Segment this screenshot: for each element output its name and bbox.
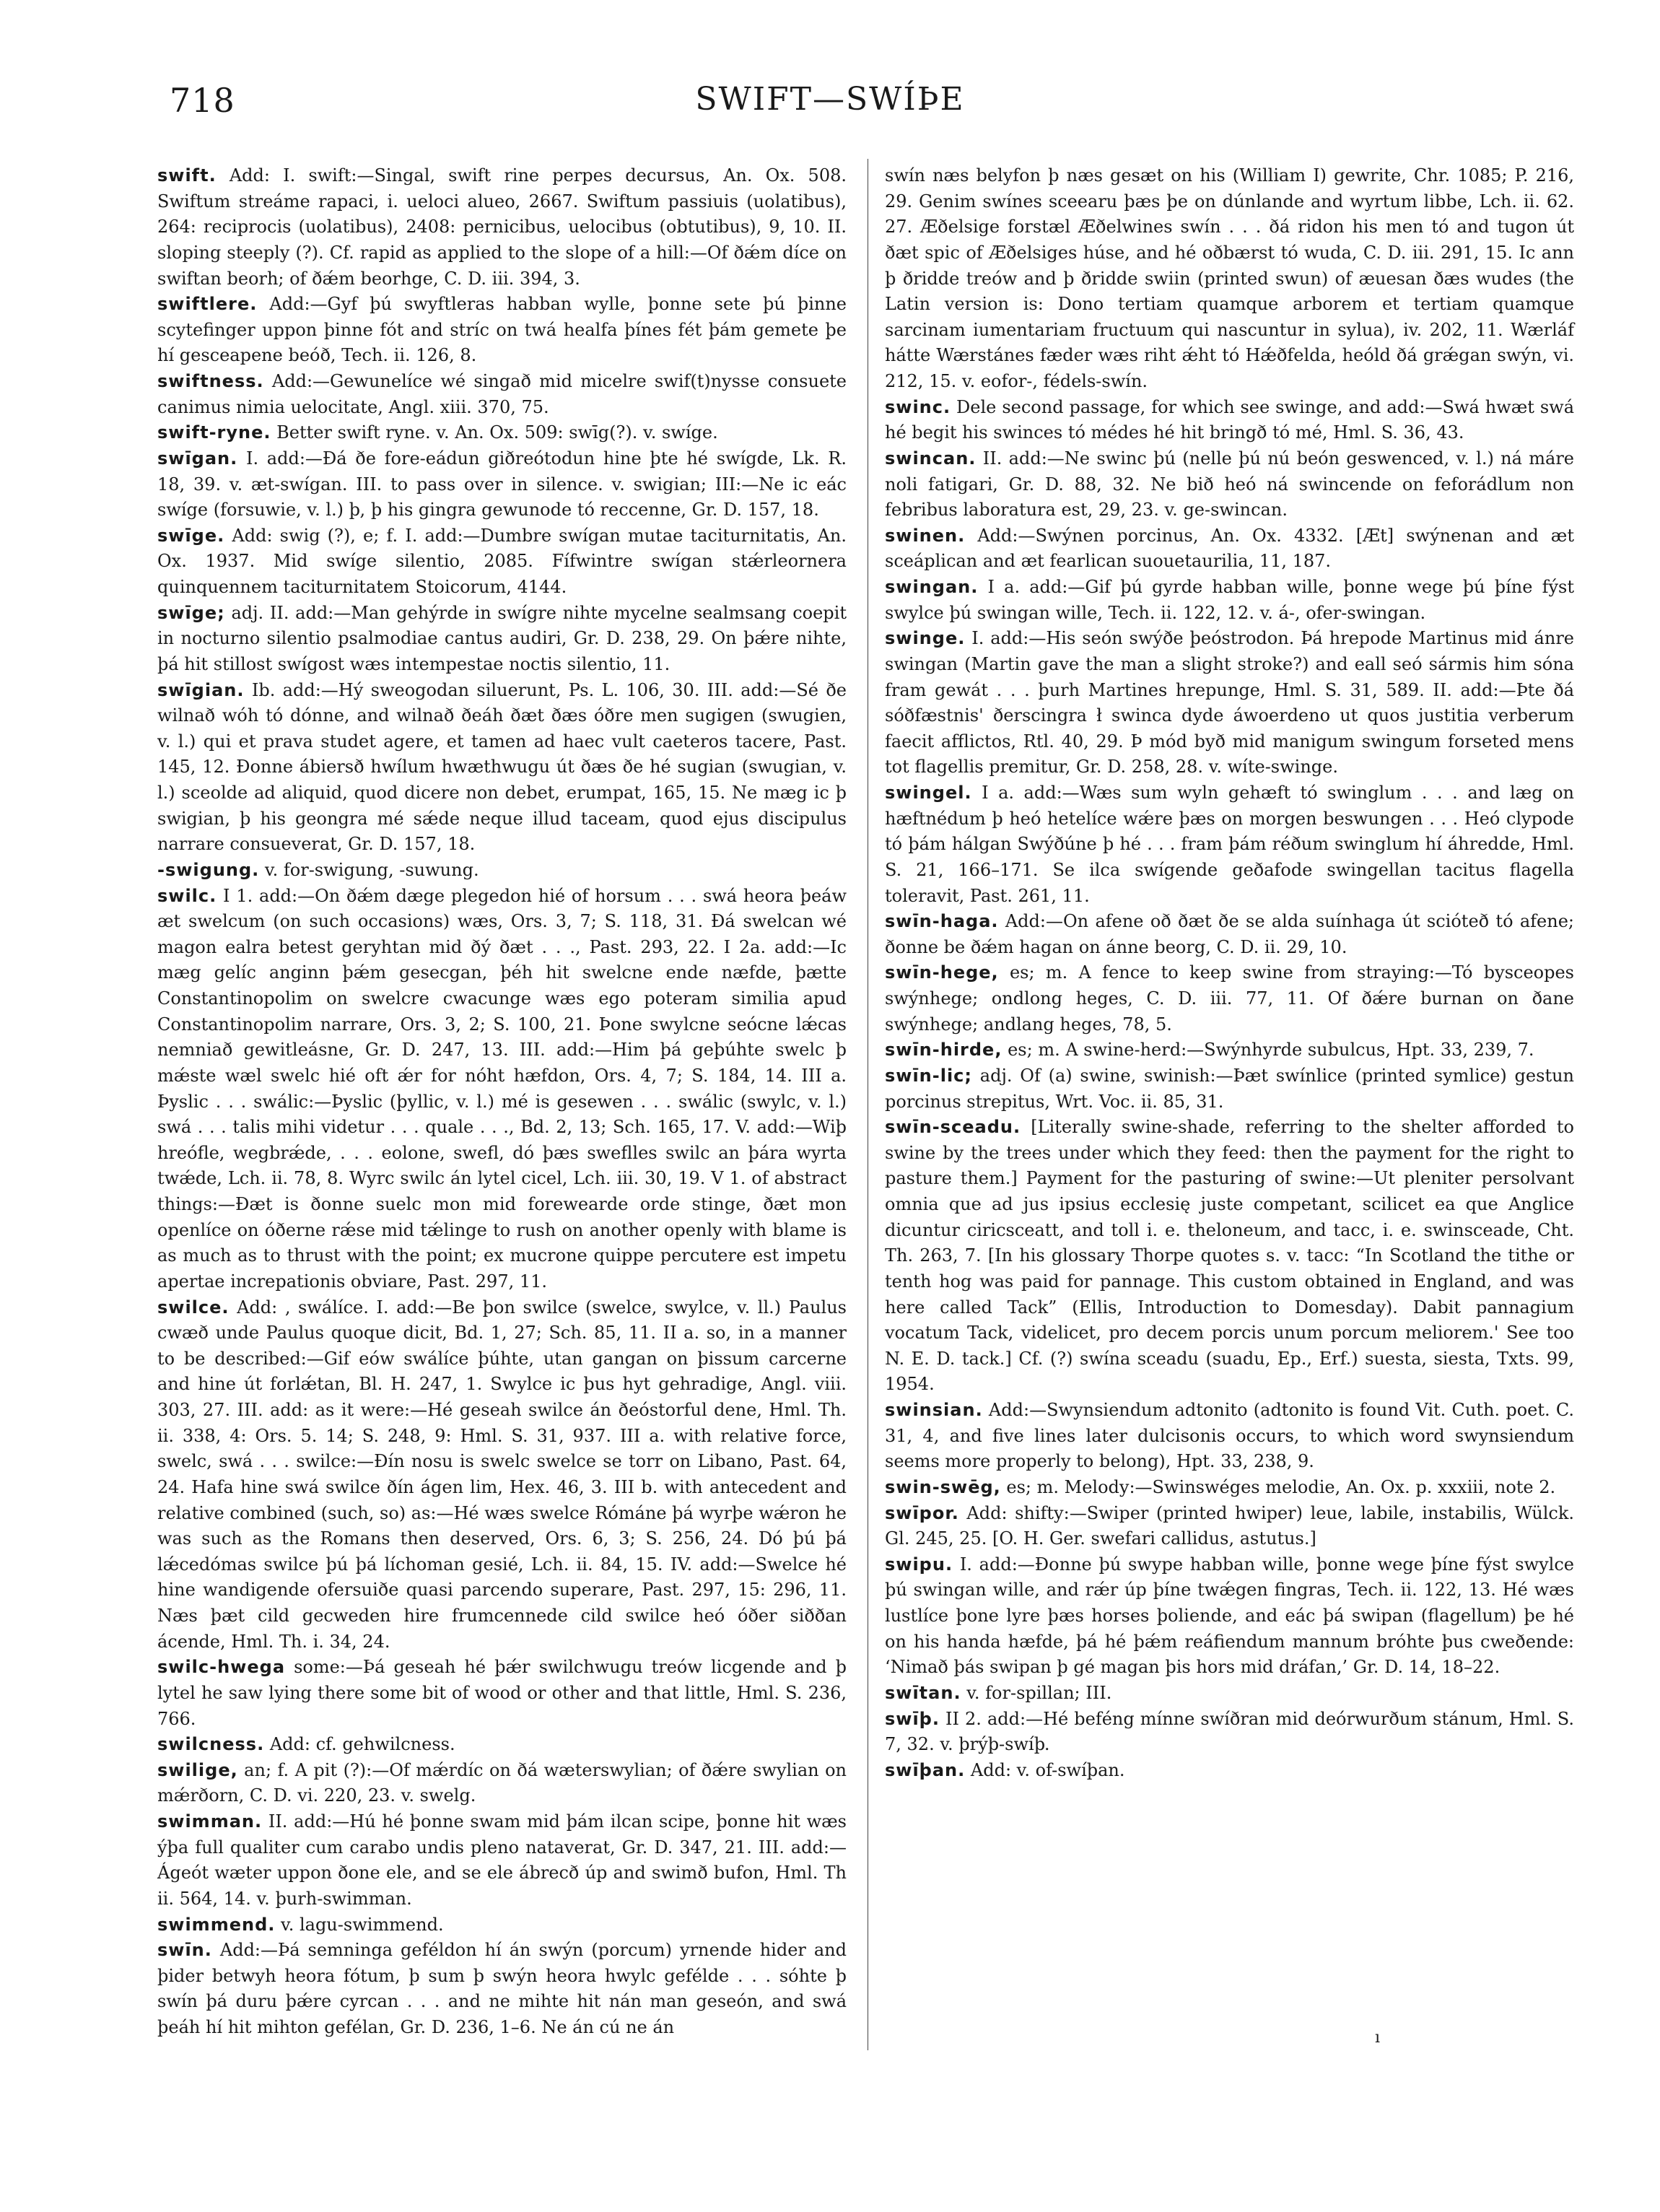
dictionary-entry	[885, 1552, 1574, 1681]
headword: swinge.	[885, 628, 966, 649]
dictionary-entry-continued	[885, 163, 1574, 395]
entry-text: Add:—Gewunelíce wé singað mid micelre swif(t)nysse consuete canimus nimia uelocitate, Angl. xiii. 370, 75.	[157, 371, 847, 417]
dictionary-entry	[157, 884, 847, 1295]
entry-text: swín næs belyfon þ næs gesæt on his (William I) gewrite, Chr. 1085; P. 216, 29. Genim swínes sceearu þæs þe on dúnlande and wyrtum libbe, Lch. ii. 62. 27. Æðelsige forstæl Æðelwines swín . . . ðá ridon his men tó and tugon út ðæt spic of Æðelsiges húse, and hé oðbærst tó wuda, C. D. iii. 291, 15. Ic ann þ ðridde treów and þ ðridde swiin (printed swun) of æuesan ðæs wudes (the Latin version is: Dono tertiam quamque arborem et tertiam quamque sarcinam iumentariam fructuum qui nascuntur in sylua), iv. 202, 11. Wærláf hátte Wærstánes fæder wæs riht ǽht tó Hǽðfelda, heóld ðá grǽgan swýn, vi. 212, 15. v. eofor-, fédels-swín.	[885, 165, 1574, 391]
headword: swilc.	[157, 885, 217, 906]
headword: swimman.	[157, 1811, 263, 1832]
entry-text: Add: I. swift:—Singal, swift rine perpes decursus, An. Ox. 508. Swiftum streáme rapaci, i. ueloci alueo, 2667. Swiftum passiuis (uolatibus), 264: reciprocis (uolatibus), 2408: pernicibus, uelocibus (obtutibus), 9, 10. II. sloping steeply (?). Cf. rapid as applied to the slope of a hill:—Of ðǽm díce on swiftan beorh; of ðǽm beorhge, C. D. iii. 394, 3.	[157, 165, 847, 289]
dictionary-entry	[885, 1037, 1574, 1063]
entry-text: v. for-swigung, -suwung.	[259, 859, 479, 880]
headword: swīn-hege,	[885, 962, 999, 983]
dictionary-entry	[885, 1501, 1574, 1552]
entry-text: Add:—On afene oð ðæt ðe se alda suínhaga út scióteð tó afene; ðonne be ðǽm hagan on ánne beorg, C. D. ii. 29, 10.	[885, 911, 1574, 957]
headword: swingan.	[885, 577, 979, 597]
headword: swīgian.	[157, 679, 245, 700]
entry-text: an; f. A pit (?):—Of mǽrdíc on ðá wæterswylian; of ðǽre swylian on mǽrðorn, C. D. vi. 220, 23. v. swelg.	[157, 1759, 847, 1806]
entry-text: es; m. A swine-herd:—Swýnhyrde subulcus, Hpt. 33, 239, 7.	[1002, 1040, 1534, 1061]
dictionary-entry	[885, 909, 1574, 960]
dictionary-entry	[885, 1475, 1574, 1501]
headword: swingel.	[885, 783, 972, 803]
dictionary-entry	[157, 292, 847, 369]
dictionary-entry	[885, 1681, 1574, 1707]
dictionary-entry	[157, 1758, 847, 1809]
entry-text: I a. add:—Gif þú gyrde habban wille, þonne wege þú þíne fýst swylce þú swingan wille, Tech. ii. 122, 12. v. á-, ofer-swingan.	[885, 577, 1574, 623]
headword: swilc-hwega	[157, 1657, 286, 1678]
entry-text: Add:—Þá semninga geféldon hí án swýn (porcum) yrnende hider and þider betwyh heora fótum, þ sum þ swýn heora hwylc geféldе . . . sóhte þ swín þá duru þǽre cyrcan . . . and ne mihte hit nán man geseón, and swá þeáh hí hit mihton gefélan, Gr. D. 236, 1–6. Ne án cú ne án	[157, 1940, 847, 2037]
dictionary-entry	[157, 601, 847, 678]
column-right	[885, 163, 1574, 1783]
headword: swīn-sceadu.	[885, 1117, 1021, 1138]
headword: swiftness.	[157, 371, 264, 391]
dictionary-entry	[885, 523, 1574, 575]
headword: swincan.	[885, 448, 977, 469]
entry-text: Add:—Swýnen porcinus, An. Ox. 4332. [Æt] swýnenan and æt sceáplican and æt fearlican suouetaurilia, 11, 187.	[885, 525, 1574, 572]
entry-text: I. add:—Ðá ðe fore-eádun giðreótodun hine þte hé swígde, Lk. R. 18, 39. v. æt-swígan. III. to pass over in silence. v. swigian; III:—Ne ic eác swíge (forsuwie, v. l.) þ, þ his gingra gewunode tó reccenne, Gr. D. 157, 18.	[157, 448, 847, 521]
entry-text: adj. Of (a) swine, swinish:—Þæt swínlice (printed symlice) gestun porcinus strepitus, Wrt. Voc. ii. 85, 31.	[885, 1065, 1574, 1112]
headword: swīn-lic;	[885, 1065, 973, 1086]
entry-text: some:—Þá geseah hé þǽr swilchwugu treów licgende and þ lytel he saw lying there some bit of wood or other and that little, Hml. S. 236, 766.	[157, 1657, 847, 1729]
dictionary-entry	[157, 678, 847, 858]
headword: swīn-hirde,	[885, 1040, 1002, 1061]
headword: swinsian.	[885, 1400, 983, 1420]
entry-text: II 2. add:—Hé beféng mínne swíðran mid deórwurðum stánum, Hml. S. 7, 32. v. þrýþ-swíþ.	[885, 1708, 1574, 1755]
entry-text: Dele second passage, for which see swinge, and add:—Swá hwæt swá hé begit his swinces tó médes hé hit bringð tó mé, Hml. S. 36, 43.	[885, 396, 1574, 443]
dictionary-entry	[885, 960, 1574, 1037]
entry-text: Add: , swálíce. I. add:—Be þon swilce (swelce, swylce, v. ll.) Paulus cwæð unde Paulus quoque dicit, Bd. 1, 27; Sch. 85, 11. II a. so, in a manner to be described:—Gif eów swálíce þúhte, utan gangan on þissum carcerne and hine út forlǽtan, Bl. H. 247, 1. Swylce ic þus hyt gehradige, Angl. viii. 303, 27. III. add: as it were:—Hé geseah swilce án ðeóstorful dene, Hml. Th. ii. 338, 4: Ors. 5. 14; S. 248, 9: Hml. S. 31, 937. III a. with relative force, swelc, swá . . . swilce:—Ðín nosu is swelc swelce se torr on Libano, Past. 64, 24. Hafa hine swá swilce ðín ágen lim, Hex. 46, 3. III b. with antecedent and relative combined (such, so) as:—Hé wæs swelce Rómáne þá wyrþe wǽron he was such as the Romans then deserved, Ors. 6, 3; S. 256, 24. Dó þú þá lǽcedómas swilce þú þá líchoman gesié, Lch. ii. 84, 15. IV. add:—Swelce hé hine wandigende ofersuiðe quasi parcendo superare, Past. 297, 15: 296, 11. Næs þæt cild gecweden hire frumcennede cild swilce heó óðer siððan ácende, Hml. Th. i. 34, 24.	[157, 1297, 847, 1652]
entry-text: I. add:—His seón swýðe þeóstrodon. Þá hrepode Martinus mid ánre swingan (Martin gave the man a slight stroke?) and eall seó sármis him sóna fram gewát . . . þurh Martines hrepunge, Hml. S. 31, 589. II. add:—Þte ðá sóðfæstnis' ðerscingra ł swincа dyde áwoerdeno ut quos justitia verberum faecit afflictos, Rtl. 40, 29. Þ mód byð mid manigum swingum forseted mens tot flagellis premitur, Gr. D. 258, 28. v. wíte-swinge.	[885, 628, 1574, 778]
headword: swift.	[157, 165, 217, 186]
dictionary-entry	[157, 369, 847, 420]
entry-text: I 1. add:—On ðǽm dæge plegedon hié of horsum . . . swá heora þeáw æt swelcum (on such occasions) wæs, Ors. 3, 7; S. 118, 31. Ðá swelcan wé magon ealra betest geryhtan mid ðý ðæt . . ., Past. 293, 22. I 2a. add:—Ic mæg gelíc anginn þǽm gesecgan, þéh hit swelcne ende næfde, þætte Constantinopolim on swelcre cwacunge wæs ego poteram similia apud Constantinopolim narrare, Ors. 3, 2; S. 100, 21. Þone swylcne seócne lǽcas nemniað gewitleásne, Gr. D. 247, 13. III. add:—Him þá geþúhte swelc þ mǽste wæl swelc hié oft ǽr for nóht hæfdon, Ors. 4, 7; S. 184, 14. III a. Þyslic . . . swálic:—Þyslic (þyllic, v. l.) mé is gesewen . . . swálic (swylc, v. l.) swá . . . talis mihi videtur . . . quale . . ., Bd. 2, 13; Sch. 165, 17. V. add:—Wiþ hreófle, wegbrǽde, . . . eolone, swefl, dó þæs sweflles swilc an þára wyrta twǽde, Lch. ii. 78, 8. Wyrc swilc án lytel cicel, Lch. iii. 30, 19. V 1. of abstract things:—Ðæt is ðonne suelc mon mid forewearde orde stinge, ðæt mon openlíce on óðerne rǽse mid tǽlinge to rush on another openly with blame is as much as to thrust with the point; ex mucrone quippe percutere est impetu apertae increpationis obviare, Past. 297, 11.	[157, 885, 847, 1292]
dictionary-entry	[157, 420, 847, 446]
entry-text: Ib. add:—Hý sweogodan siluerunt, Ps. L. 106, 30. III. add:—Sé ðe wilnað wóh tó dónne, and wilnað ðeáh ðæt ðæs óðre men sugigen (swugien, v. l.) qui et prava studet agere, et tamen ad haec vult caeteros tacere, Past. 145, 12. Ðonne ábiersð hwílum hwæthwugu út ðæs ðe hé sugian (swugian, v. l.) sceolde ad aliquid, quod dicere non debet, erumpat, 165, 15. Ne mæg ic þ swigian, þ his geongra mé sǽde neque illud taceam, quod ejus discipulus narrare consueverat, Gr. D. 157, 18.	[157, 679, 847, 855]
entry-text: Add:—Swynsiendum adtonito (adtonito is found Vit. Cuth. poet. C. 31, 4, and five lines later dulcisonis occurs, to which word swynsiendum seems more properly to belong), Hpt. 33, 238, 9.	[885, 1400, 1574, 1472]
headword: swinc.	[885, 396, 951, 417]
headword: swīþ.	[885, 1708, 940, 1729]
entry-text: Add:—Gyf þú swyftleras habban wylle, þonne sete þú þinne scytefinger uppon þinne fót and stríc on twá healfa þínes fét þám gemete þe hí gesceapene beóð, Tech. ii. 126, 8.	[157, 294, 847, 366]
entry-text: Add: swig (?), e; f. I. add:—Dumbre swígan mutae taciturnitatis, An. Ox. 1937. Mid swíge silentio, 2085. Fífwintre swígan stǽrleornera quinquennem taciturnitatem Stoicorum, 4144.	[157, 525, 847, 597]
dictionary-entry	[157, 163, 847, 292]
headword: swilce.	[157, 1297, 230, 1318]
entry-text: es; m. Melody:—Swinswéges melodie, An. Ox. p. xxxiii, note 2.	[1000, 1476, 1556, 1497]
dictionary-entry	[885, 1063, 1574, 1115]
dictionary-entry	[885, 446, 1574, 523]
dictionary-entry	[157, 1732, 847, 1758]
entry-text: adj. II. add:—Man gehýrde in swígre nihte mycelne sealmsang coepit in nocturno silentio psalmodiae cantus audiri, Gr. D. 238, 29. On þǽre nihte, þá hit stillost swígost wæs intempestae noctis silentio, 11.	[157, 602, 847, 674]
page-number: 718	[170, 81, 235, 120]
entry-text: I a. add:—Wæs sum wyln gehæft tó swinglum . . . and læg on hæftnédum þ heó hetelíce wǽre þæs on morgen beswungen . . . Heó clypode tó þám hálgan Swýðúne þ hé . . . fram þám réðum swinglum hí áhredde, Hml. S. 21, 166–171. Se ilca swígende geðafode swingellan tacitus flagella toleravit, Past. 261, 11.	[885, 783, 1574, 906]
dictionary-entry	[885, 1758, 1574, 1784]
headword: swīn-haga.	[885, 911, 999, 932]
entry-text: Add: cf. gehwilcness.	[264, 1734, 455, 1755]
dictionary-entry	[885, 780, 1574, 909]
headword: swīn.	[157, 1940, 212, 1961]
headword: swilige,	[157, 1759, 238, 1780]
dictionary-entry	[157, 1938, 847, 2041]
headword: swīþan.	[885, 1759, 966, 1780]
dictionary-entry	[885, 1707, 1574, 1758]
headword: swīpor.	[885, 1502, 959, 1523]
pen-mark: ı	[1375, 2029, 1381, 2047]
running-head: SWIFT—SWÍÞE	[695, 81, 965, 118]
dictionary-entry	[885, 1115, 1574, 1398]
entry-text: [Literally swine-shade, referring to the shelter afforded to swine by the trees under which they feed: then the payment for the right to pasture them.] Payment for the pasturing of swine:—Ut pleniter persolvant omnia que ad jus ipsius ecclesię juste competant, scilicet ea que Anglice dicuntur ciricsceatt, and toll i. e. theloneum, and tacc, i. e. swinsceade, Cht. Th. 263, 7. [In his glossary Thorpe quotes s. v. tacc: “In Scotland the tithe or tenth hog was paid for pannage. This custom obtained in England, and was here called Tack” (Ellis, Introduction to Domesday). Dabit pannagium vocatum Tack, videlicet, pro decem porcis unum porcum meliorem.' See too N. E. D. tack.] Cf. (?) swína sceadu (suadu, Ep., Erf.) suesta, siesta, Txts. 99, 1954.	[885, 1117, 1574, 1395]
headword: swift-ryne.	[157, 422, 271, 443]
entry-text: Add: shifty:—Swiper (printed hwiper) leue, labile, instabilis, Wülck. Gl. 245, 25. [O. H. Ger. swefari callidus, astutus.]	[885, 1502, 1574, 1549]
entry-text: es; m. A fence to keep swine from straying:—Tó bysceopes swýnhege; ondlong heges, C. D. iii. 77, 11. Of ðǽre burnan on ðane swýnhege; andlang heges, 78, 5.	[885, 962, 1574, 1035]
dictionary-entry	[885, 626, 1574, 780]
headword: swinen.	[885, 525, 966, 546]
dictionary-entry	[157, 1655, 847, 1732]
headword: swīgan.	[157, 448, 238, 469]
entry-text: I. add:—Ðonne þú swype habban wille, þonne wege þíne fýst swylce þú swingan wille, and rǽr úp þíne twǽgen fingras, Tech. ii. 122, 13. Hé wæs lustlíce þone lyre þæs horses þoliende, and eác þá swipan (flagellum) þe hé on his handa hæfde, þá hé þǽm reáfiendum mannum bróhte þus cweðende: ‘Nimað þás swipan þ gé magan þis hors mid dráfan,’ Gr. D. 14, 18–22.	[885, 1554, 1574, 1678]
headword: swīge;	[157, 602, 225, 623]
dictionary-entry	[885, 395, 1574, 446]
column-left	[157, 163, 847, 2041]
entry-text: v. lagu-swimmend.	[275, 1914, 444, 1935]
dictionary-entry	[885, 1398, 1574, 1475]
dictionary-entry	[157, 446, 847, 523]
entry-text: II. add:—Ne swinc þú (nelle þú nú beón geswenced, v. l.) ná máre noli fatigari, Gr. D. 88, 32. Ne bið heó ná swincende on feforádlum non febribus laboratura est, 29, 23. v. ge-swincan.	[885, 448, 1574, 521]
entry-text: II. add:—Hú hé þonne swam mid þám ilcan scipe, þonne hit wæs ýþa full qualiter cum carabo undis pleno nataverat, Gr. D. 347, 21. III. add:—Ágeót wæter uppon ðone ele, and se ele ábrecð úp and swimð bufon, Hml. Th ii. 564, 14. v. þurh-swimman.	[157, 1811, 847, 1909]
entry-text: v. for-spillan; III.	[961, 1682, 1112, 1703]
entry-text: Better swift ryne. v. An. Ox. 509: swīg(?). v. swíge.	[271, 422, 718, 443]
dictionary-entry	[157, 1912, 847, 1938]
dictionary-entry	[157, 858, 847, 884]
headword: swīge.	[157, 525, 225, 546]
headword: swilcness.	[157, 1734, 265, 1755]
entry-text: Add: v. of-swíþan.	[965, 1759, 1125, 1780]
headword: swimmend.	[157, 1914, 276, 1935]
headword: swin-swēg,	[885, 1476, 1001, 1497]
dictionary-entry	[157, 523, 847, 601]
headword: swiftlere.	[157, 294, 258, 315]
headword: swītan.	[885, 1682, 961, 1703]
dictionary-entry	[885, 575, 1574, 626]
dictionary-entry	[157, 1295, 847, 1655]
dictionary-entry	[157, 1809, 847, 1912]
headword: -swigung.	[157, 859, 260, 880]
headword: swipu.	[885, 1554, 953, 1575]
